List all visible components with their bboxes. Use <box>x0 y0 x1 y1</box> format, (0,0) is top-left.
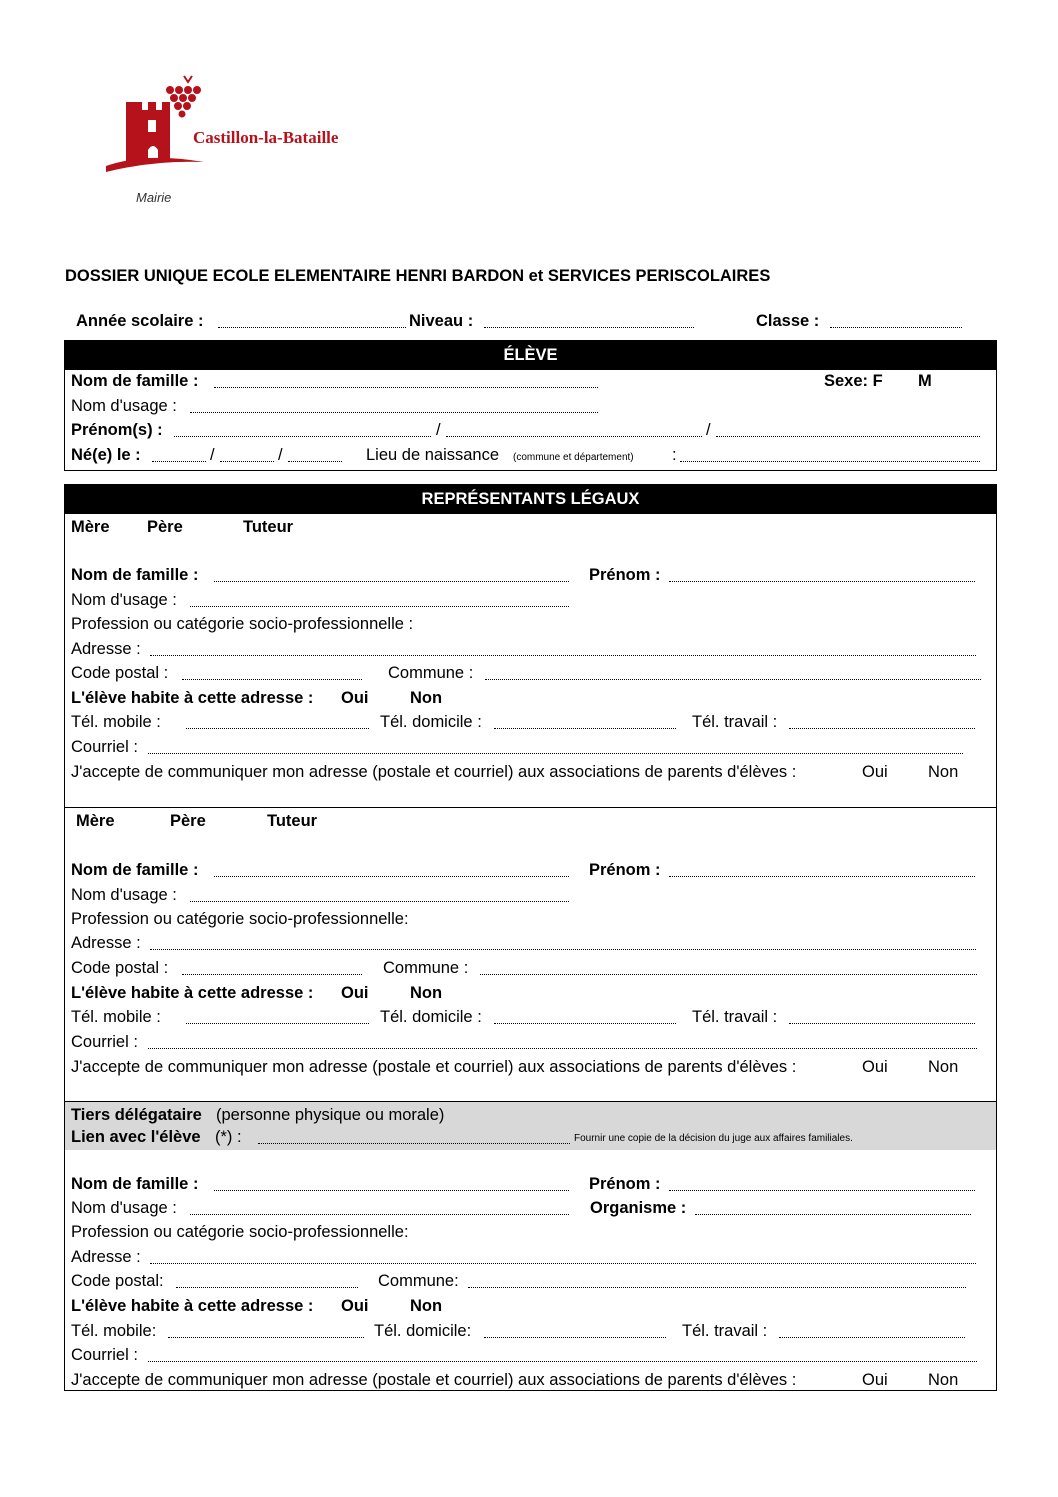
rep2-profession-label: Profession ou catégorie socio-professionnelle: <box>71 910 409 928</box>
rep2-cp-label: Code postal : <box>71 959 169 977</box>
tiers-courriel-label: Courriel : <box>71 1346 138 1364</box>
tiers-travail-field[interactable] <box>779 1337 965 1338</box>
classe-label: Classe : <box>756 312 820 330</box>
rep1-accepte-non[interactable]: Non <box>928 763 959 781</box>
divider <box>64 807 997 808</box>
rep1-commune-field[interactable] <box>485 679 981 680</box>
eleve-nom-field[interactable] <box>214 387 598 388</box>
rep1-nom-label: Nom de famille : <box>71 566 199 584</box>
tiers-mobile-label: Tél. mobile: <box>71 1322 157 1340</box>
rep2-prenom-label: Prénom : <box>589 861 661 879</box>
eleve-prenoms-label: Prénom(s) : <box>71 421 163 439</box>
rep1-mere[interactable]: Mère <box>71 518 110 536</box>
tiers-title: Tiers délégataire <box>71 1106 202 1124</box>
rep2-tuteur[interactable]: Tuteur <box>267 812 318 830</box>
rep1-nom-field[interactable] <box>214 581 569 582</box>
rep2-domicile-label: Tél. domicile : <box>380 1008 482 1026</box>
logo-mairie: Mairie <box>136 190 172 205</box>
rep2-pere[interactable]: Père <box>170 812 206 830</box>
rep1-usage-label: Nom d'usage : <box>71 591 177 609</box>
representants-header: REPRÉSENTANTS LÉGAUX <box>64 484 997 514</box>
eleve-jour-field[interactable] <box>152 461 206 462</box>
tiers-nom-field[interactable] <box>214 1190 569 1191</box>
slash: / <box>436 421 441 439</box>
rep1-travail-field[interactable] <box>789 728 975 729</box>
rep2-accepte-label: J'accepte de communiquer mon adresse (postale et courriel) aux associations de parents d'élèves : <box>71 1058 797 1076</box>
tiers-habite-label: L'élève habite à cette adresse : <box>71 1297 314 1315</box>
rep1-prenom-label: Prénom : <box>589 566 661 584</box>
eleve-ne-label: Né(e) le : <box>71 446 141 464</box>
rep2-usage-label: Nom d'usage : <box>71 886 177 904</box>
eleve-prenom1-field[interactable] <box>174 436 431 437</box>
rep1-habite-oui[interactable]: Oui <box>341 689 369 707</box>
rep2-commune-label: Commune : <box>383 959 469 977</box>
rep2-habite-non[interactable]: Non <box>410 984 443 1002</box>
rep1-cp-label: Code postal : <box>71 664 169 682</box>
rep2-nom-label: Nom de famille : <box>71 861 199 879</box>
rep2-commune-field[interactable] <box>480 974 977 975</box>
tiers-lien-small: Fournir une copie de la décision du juge aux affaires familiales. <box>574 1133 853 1144</box>
niveau-field[interactable] <box>484 327 694 328</box>
rep1-domicile-field[interactable] <box>494 728 676 729</box>
tiers-accepte-label: J'accepte de communiquer mon adresse (postale et courriel) aux associations de parents d'élèves : <box>71 1371 797 1389</box>
tiers-prenom-label: Prénom : <box>589 1175 661 1193</box>
tiers-mobile-field[interactable] <box>168 1337 364 1338</box>
page-title: DOSSIER UNIQUE ECOLE ELEMENTAIRE HENRI BARDON et SERVICES PERISCOLAIRES <box>65 267 771 285</box>
eleve-header: ÉLÈVE <box>64 340 997 370</box>
rep2-prenom-field[interactable] <box>669 876 975 877</box>
eleve-prenom3-field[interactable] <box>716 436 980 437</box>
rep1-mobile-label: Tél. mobile : <box>71 713 161 731</box>
rep1-adresse-label: Adresse : <box>71 640 141 658</box>
rep2-mobile-field[interactable] <box>186 1023 369 1024</box>
tiers-prenom-field[interactable] <box>669 1190 975 1191</box>
tiers-commune-field[interactable] <box>468 1287 966 1288</box>
rep1-adresse-field[interactable] <box>150 655 976 656</box>
rep1-tuteur[interactable]: Tuteur <box>243 518 294 536</box>
tiers-adresse-label: Adresse : <box>71 1248 141 1266</box>
rep2-usage-field[interactable] <box>190 901 569 902</box>
colon: : <box>672 446 677 464</box>
rep1-commune-label: Commune : <box>388 664 474 682</box>
rep2-courriel-label: Courriel : <box>71 1033 138 1051</box>
tiers-domicile-label: Tél. domicile: <box>374 1322 472 1340</box>
rep2-courriel-field[interactable] <box>148 1048 977 1049</box>
tiers-usage-field[interactable] <box>190 1214 569 1215</box>
tiers-profession-label: Profession ou catégorie socio-professionnelle: <box>71 1223 409 1241</box>
rep2-mere[interactable]: Mère <box>76 812 115 830</box>
rep1-pere[interactable]: Père <box>147 518 183 536</box>
rep1-mobile-field[interactable] <box>186 728 369 729</box>
annee-label: Année scolaire : <box>76 312 204 330</box>
rep1-accepte-oui[interactable]: Oui <box>862 763 888 781</box>
tiers-commune-label: Commune: <box>378 1272 459 1290</box>
tiers-domicile-field[interactable] <box>484 1337 666 1338</box>
eleve-prenom2-field[interactable] <box>446 436 702 437</box>
eleve-sexe-f[interactable]: Sexe: F <box>824 372 883 390</box>
eleve-usage-field[interactable] <box>190 412 598 413</box>
slash: / <box>278 446 283 464</box>
tiers-organisme-field[interactable] <box>695 1214 971 1215</box>
eleve-mois-field[interactable] <box>220 461 274 462</box>
tiers-habite-non[interactable]: Non <box>410 1297 443 1315</box>
rep1-domicile-label: Tél. domicile : <box>380 713 482 731</box>
rep2-adresse-field[interactable] <box>150 949 976 950</box>
rep2-habite-label: L'élève habite à cette adresse : <box>71 984 314 1002</box>
classe-field[interactable] <box>830 327 962 328</box>
rep1-habite-label: L'élève habite à cette adresse : <box>71 689 314 707</box>
rep2-nom-field[interactable] <box>214 876 569 877</box>
rep2-adresse-label: Adresse : <box>71 934 141 952</box>
tiers-usage-label: Nom d'usage : <box>71 1199 177 1217</box>
eleve-usage-label: Nom d'usage : <box>71 397 177 415</box>
eleve-lieu-field[interactable] <box>680 461 980 462</box>
tiers-title-note: (personne physique ou morale) <box>216 1106 445 1124</box>
rep1-courriel-label: Courriel : <box>71 738 138 756</box>
logo-town-name: Castillon-la-Bataille <box>193 128 339 147</box>
rep2-habite-oui[interactable]: Oui <box>341 984 369 1002</box>
rep2-accepte-non[interactable]: Non <box>928 1058 959 1076</box>
eleve-annee-field[interactable] <box>288 461 342 462</box>
tiers-cp-field[interactable] <box>176 1287 358 1288</box>
tiers-adresse-field[interactable] <box>150 1263 976 1264</box>
rep1-accepte-label: J'accepte de communiquer mon adresse (postale et courriel) aux associations de parents d'élèves : <box>71 763 797 781</box>
rep2-travail-field[interactable] <box>789 1023 975 1024</box>
tiers-courriel-field[interactable] <box>148 1361 977 1362</box>
annee-field[interactable] <box>218 327 406 328</box>
rep2-mobile-label: Tél. mobile : <box>71 1008 161 1026</box>
eleve-lieu-note: (commune et département) <box>513 452 634 463</box>
slash: / <box>706 421 711 439</box>
rep1-courriel-field[interactable] <box>148 753 963 754</box>
rep1-habite-non[interactable]: Non <box>410 689 443 707</box>
rep1-profession-label: Profession ou catégorie socio-professionnelle : <box>71 615 414 633</box>
slash: / <box>210 446 215 464</box>
rep2-domicile-field[interactable] <box>494 1023 676 1024</box>
tiers-cp-label: Code postal: <box>71 1272 164 1290</box>
tiers-habite-oui[interactable]: Oui <box>341 1297 369 1315</box>
tiers-organisme-label: Organisme : <box>590 1199 687 1217</box>
tiers-accepte-oui[interactable]: Oui <box>862 1371 888 1389</box>
niveau-label: Niveau : <box>409 312 474 330</box>
eleve-lieu-label: Lieu de naissance <box>366 446 500 464</box>
eleve-nom-label: Nom de famille : <box>71 372 199 390</box>
rep2-cp-field[interactable] <box>182 974 362 975</box>
rep1-travail-label: Tél. travail : <box>692 713 778 731</box>
tiers-lien-field[interactable] <box>258 1143 570 1144</box>
rep2-travail-label: Tél. travail : <box>692 1008 778 1026</box>
eleve-sexe-m[interactable]: M <box>918 372 932 390</box>
rep1-usage-field[interactable] <box>190 606 569 607</box>
rep2-accepte-oui[interactable]: Oui <box>862 1058 888 1076</box>
tiers-lien-label: Lien avec l'élève <box>71 1128 201 1146</box>
tiers-nom-label: Nom de famille : <box>71 1175 199 1193</box>
tiers-accepte-non[interactable]: Non <box>928 1371 959 1389</box>
rep1-prenom-field[interactable] <box>669 581 975 582</box>
tiers-travail-label: Tél. travail : <box>682 1322 768 1340</box>
tiers-lien-note: (*) : <box>215 1128 242 1146</box>
rep1-cp-field[interactable] <box>182 679 362 680</box>
